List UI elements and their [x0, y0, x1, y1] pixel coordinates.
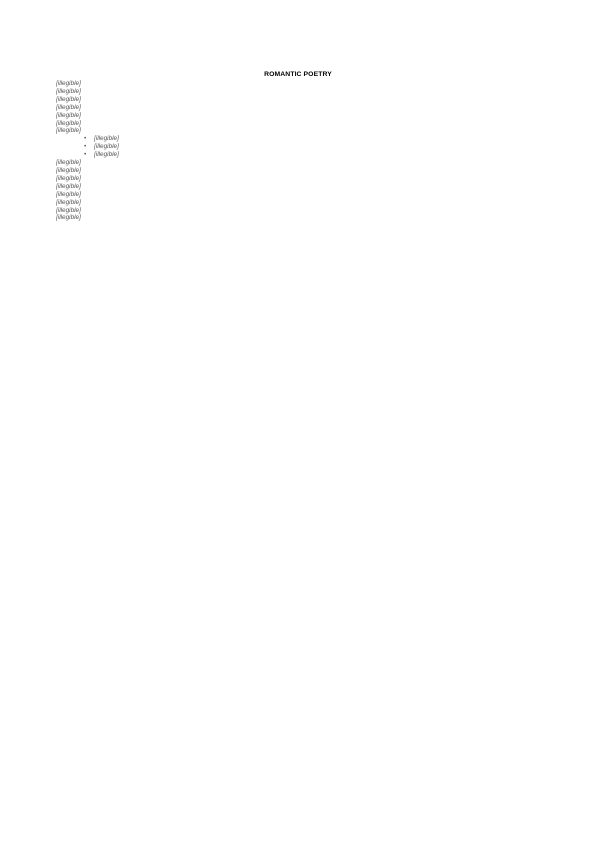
paragraph: [illegible] — [56, 127, 81, 135]
paragraph: [illegible] — [56, 174, 81, 182]
paragraph: [illegible] — [56, 166, 81, 174]
document-body — [56, 80, 540, 222]
paragraph: [illegible] — [56, 87, 81, 95]
paragraph: [illegible] — [56, 80, 81, 87]
paragraph: [illegible] — [56, 214, 81, 222]
paragraph: [illegible] — [56, 111, 81, 119]
paragraph: [illegible] — [56, 198, 81, 206]
bullet-list — [56, 135, 540, 159]
list-item: • [illegible] — [94, 135, 540, 143]
paragraph: [illegible] — [56, 119, 81, 127]
paragraph: [illegible] — [56, 159, 81, 167]
paragraph: [illegible] — [56, 95, 81, 103]
paragraph: [illegible] — [56, 182, 81, 190]
paragraph: [illegible] — [56, 103, 81, 111]
paragraph: [illegible] — [56, 206, 81, 214]
list-item: • [illegible] — [94, 143, 540, 151]
paragraph: [illegible] — [56, 190, 81, 198]
document-title: ROMANTIC POETRY — [264, 71, 332, 78]
list-item: • [illegible] — [94, 151, 540, 159]
